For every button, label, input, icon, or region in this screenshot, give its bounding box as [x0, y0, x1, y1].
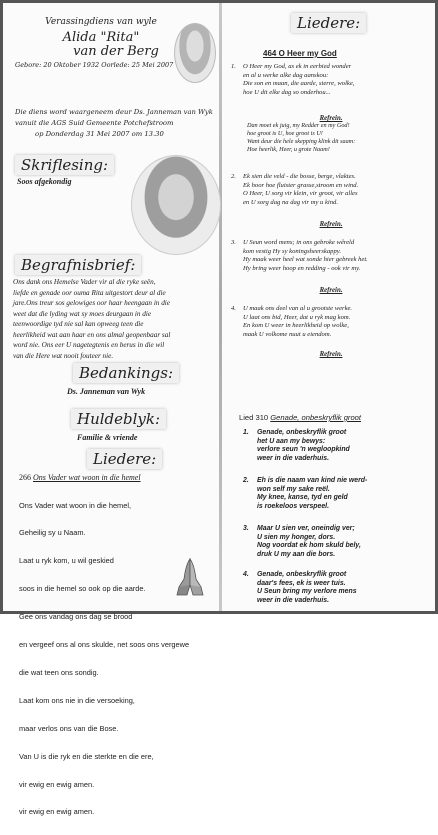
- lyric-line: Laat kom ons nie in die versoeking,: [19, 695, 135, 705]
- song-310-verse-4: [243, 571, 431, 605]
- bedankings-name: Ds. Janneman van Wyk: [67, 387, 146, 396]
- refrein-line: Hoe heerlik, Heer, u grote Naam!: [247, 146, 330, 153]
- song-464-verse-4: [231, 305, 431, 339]
- begrafnis-line: jare.Ons treur sos gelowiges oor haar heengaan in die: [13, 299, 170, 307]
- verse-line: U sien my honger, dors.: [257, 533, 336, 541]
- birth-death-dates: Gebore: 20 Oktober 1932 Oorlede: 25 Mei 2007: [15, 61, 174, 69]
- verse-line: maak U volkome nuut u eiendom.: [243, 330, 332, 338]
- verse-line: kom vestig Hy sy koningsheerskappy.: [243, 247, 341, 255]
- verse-number: 4.: [231, 305, 236, 312]
- lyric-line: Laat u ryk kom, u wil geskied: [19, 556, 114, 566]
- refrein-label: Refrein.: [319, 115, 343, 122]
- begrafnis-line: heerlikheid wat aan haar en ons almal geopenbaar sal: [13, 330, 171, 339]
- begrafnis-line: weet dat die lyding wat sy moes deurgaan in die: [13, 309, 152, 318]
- verse-line: weer in die vaderhuis.: [257, 454, 329, 462]
- service-line-1: Die diens word waargeneem deur Ds. Janneman van Wyk: [15, 108, 213, 116]
- verse-line: Ek sien die veld - die bosse, berge, vlaktes.: [243, 173, 356, 180]
- verse-number: 1.: [231, 63, 236, 70]
- verse-number: 4.: [243, 571, 249, 578]
- song-310-verse-3: [243, 525, 431, 559]
- verse-line: O Heer, U sorg vir klein, vir groot, vir alles: [243, 190, 358, 198]
- deceased-name: [31, 31, 171, 59]
- begrafnis-line: teenwoordige tyd nie sal kan opweeg teen die: [13, 320, 144, 328]
- song-266-name: Ons Vader wat woon in die hemel: [33, 473, 141, 482]
- skriflesing-text: Soos afgekondig: [17, 177, 72, 186]
- song-464-verse-1: [231, 63, 431, 97]
- verse-line: daar's fees, ek is weer tuis.: [257, 579, 346, 587]
- verse-line: Hy maak weer heel wat sonde hier gebreek het.: [243, 256, 368, 264]
- lyric-line: en vergeef ons al ons skulde, net soos ons vergewe: [19, 640, 190, 650]
- verse-line: en U sorg dag na dag vir my u kind.: [243, 198, 338, 206]
- lyric-line: soos in die hemel so ook op die aarde.: [19, 584, 146, 594]
- verse-line: Genade, onbeskryflik groot: [257, 571, 347, 578]
- song-310-verse-1: [243, 429, 431, 463]
- verse-line: My knee, kanse, tyd en geld: [257, 494, 348, 501]
- song-464-title: 464 O Heer my God: [263, 49, 337, 58]
- verse-number: 3.: [231, 239, 236, 246]
- verse-line: is roekeloos verspeel.: [257, 502, 330, 510]
- refrein-label: Refrein.: [319, 287, 343, 294]
- begrafnis-line: Ons dank ons Hemelse Vader vir al die ryke seën,: [13, 278, 156, 286]
- verse-line: U Seun bring my verlore mens: [257, 588, 357, 595]
- verse-line: U Seun word mens; in ons gebroke wêreld: [243, 239, 355, 246]
- verse-line: Nog voordat ek hom skuld bely,: [257, 542, 361, 549]
- refrein-line: Want deur die hele skepping klink dit saam:: [247, 138, 356, 145]
- begrafnis-line: word nie. Ons eer U nagetegtenis en berus in die wil: [13, 341, 165, 349]
- song-464-refrein: [231, 115, 431, 154]
- portrait-photo-large: [131, 155, 221, 255]
- begrafnis-line: van die Here wat nooit fouteer nie.: [13, 351, 114, 360]
- song-464-verse-2: [231, 173, 431, 207]
- service-line-2: vanuit die AGS Suid Gemeente Potchefstroom: [15, 119, 174, 127]
- lyric-line: maar verlos ons van die Bose.: [19, 723, 119, 733]
- verse-line: U laat ons bid, Heer, dat u ryk mag kom.: [243, 313, 351, 321]
- deceased-name-line1: Alida "Rita": [62, 30, 140, 45]
- liedere-heading-right: Liedere:: [291, 13, 366, 33]
- lyric-line: Geheilig sy u Naam.: [19, 528, 86, 538]
- verse-line: Ek hoor hoe fluister grasse,stroom en wind.: [243, 181, 359, 189]
- service-line-3: op Donderdag 31 Mei 2007 om 13.30: [35, 130, 164, 138]
- lyric-line: die wat teen ons sondig.: [19, 667, 99, 677]
- verse-line: en al u werke alke dag aanskou:: [243, 71, 329, 79]
- praying-hands-icon: [173, 557, 207, 597]
- verse-line: U maak ons deel van al u grootste werke.: [243, 305, 353, 312]
- verse-line: Die son en maan, die aarde, sterre, wolke,: [243, 80, 355, 88]
- refrein-label: Refrein.: [319, 351, 343, 358]
- verse-line: druk U my aan die bors.: [257, 550, 336, 558]
- portrait-photo-small: [174, 23, 216, 83]
- lyric-line: Ons Vader wat woon in die hemel,: [19, 500, 132, 510]
- verse-line: Hy bring weer hoop en redding - ook vir my.: [243, 264, 361, 272]
- song-266-number: 266: [19, 473, 31, 482]
- service-title: Verassingdiens van wyle: [45, 17, 157, 27]
- song-464-verse-3: [231, 239, 431, 273]
- liedere-heading-left: Liedere:: [87, 449, 162, 469]
- song-310-title: [239, 413, 361, 422]
- lyric-line: vir ewig en ewig amen.: [19, 807, 95, 817]
- lyric-line: vir ewig en ewig amen.: [19, 779, 95, 789]
- verse-line: het U aan my bewys:: [257, 437, 326, 445]
- refrein-line: Dan moet ek juig, my Redder en my God!: [247, 122, 350, 129]
- lyric-line: Gee ons vandag ons dag se brood: [19, 612, 133, 622]
- refrein-line: hoe groot is U, hoe groot is U!: [247, 130, 323, 137]
- verse-line: Maar U sien ver, oneindig ver;: [257, 525, 355, 532]
- verse-number: 3.: [243, 525, 249, 532]
- verse-line: verlore seun 'n wegloopkind: [257, 446, 350, 453]
- service-details: [15, 107, 219, 140]
- song-310-name: Genade, onbeskryflik groot: [270, 413, 362, 422]
- verse-line: Eh is die naam van kind nie werd-: [257, 477, 368, 484]
- song-266-lyrics: [19, 482, 219, 835]
- refrein-label: Refrein.: [319, 221, 343, 228]
- skriflesing-heading: Skriflesing:: [15, 155, 114, 175]
- verse-line: hoe U dit elke dag so onderhou...: [243, 88, 331, 96]
- verse-line: weer in die vaderhuis.: [257, 596, 329, 604]
- song-310-verse-2: [243, 477, 431, 511]
- verse-number: 2.: [231, 173, 236, 180]
- song-266-title: [19, 473, 141, 482]
- deceased-name-line2: van der Berg: [73, 44, 159, 59]
- begrafnisbrief-heading: Begrafnisbrief:: [15, 255, 141, 275]
- begrafnis-line: liefde en genade oor ouma Rita uitgestort deur al die: [13, 288, 166, 297]
- bedankings-heading: Bedankings:: [73, 363, 179, 383]
- verse-line: En kom U weer in heerlikheid op wolke,: [243, 322, 349, 330]
- huldeblyk-heading: Huldeblyk:: [71, 409, 166, 429]
- verse-number: 2.: [243, 477, 249, 484]
- verse-line: won self my sake reël.: [257, 485, 330, 493]
- begrafnisbrief-text: [13, 277, 223, 361]
- huldeblyk-text: Familie & vriende: [77, 433, 138, 442]
- verse-line: Genade, onbeskryflik groot: [257, 429, 347, 436]
- verse-line: O Heer my God, as ek in eerbied wonder: [243, 63, 352, 70]
- verse-number: 1.: [243, 429, 249, 436]
- lyric-line: Van U is die ryk en die sterkte en die ere,: [19, 751, 154, 761]
- song-310-number: Lied 310: [239, 413, 269, 422]
